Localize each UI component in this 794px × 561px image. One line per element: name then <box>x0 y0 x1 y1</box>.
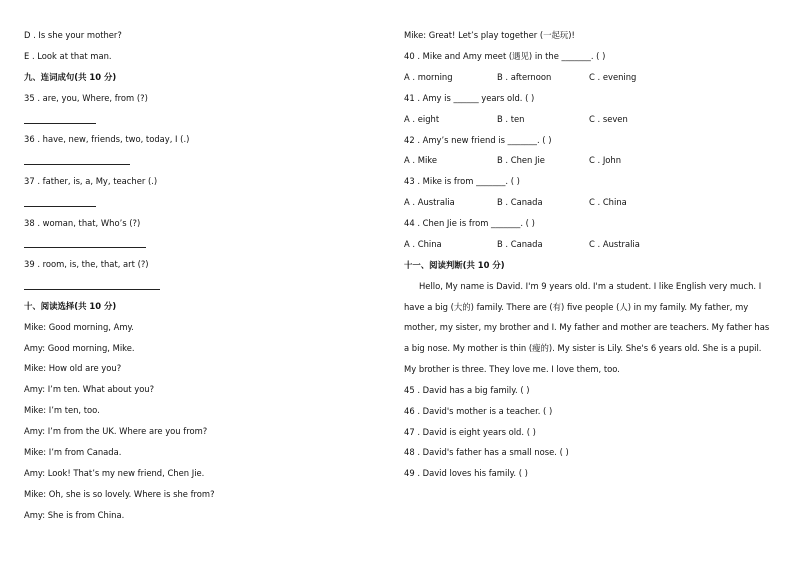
answer-line-39[interactable] <box>24 289 160 290</box>
option-c[interactable]: C . evening <box>589 72 637 82</box>
passage-line: have a big (大的) family. There are (有) five people (人) in my family. My father, my <box>404 302 749 312</box>
dialog-line: Amy: Good morning, Mike. <box>24 343 135 353</box>
question-39: 39 . room, is, the, that, art (?) <box>24 259 149 269</box>
judge-question-49: 49 . David loves his family. ( ) <box>404 468 528 478</box>
option-a[interactable]: A . eight <box>404 114 440 124</box>
dialog-line: Mike: Good morning, Amy. <box>24 322 134 332</box>
section-10-title: 十、阅读选择(共 10 分) <box>24 301 117 311</box>
answer-line-36[interactable] <box>24 164 130 165</box>
option-a[interactable]: A . morning <box>404 72 453 82</box>
question-36: 36 . have, new, friends, two, today, I (.) <box>24 134 190 144</box>
option-c[interactable]: C . China <box>589 197 627 207</box>
question-35: 35 . are, you, Where, from (?) <box>24 93 148 103</box>
passage-line: a big nose. My mother is thin (瘦的). My sister is Lily. She's 6 years old. She is a pupil. <box>404 343 762 353</box>
option-c[interactable]: C . seven <box>589 114 628 124</box>
option-a[interactable]: A . China <box>404 239 442 249</box>
dialog-line: Amy: I’m from the UK. Where are you from? <box>24 426 208 436</box>
option-c[interactable]: C . Australia <box>589 239 640 249</box>
option-a[interactable]: A . Australia <box>404 197 455 207</box>
passage-line: Hello, My name is David. I'm 9 years old. I'm a student. I like English very much. I <box>419 281 762 291</box>
option-b[interactable]: B . Canada <box>497 197 543 207</box>
dialog-line: Mike: Oh, she is so lovely. Where is she from? <box>24 489 215 499</box>
passage-line: My brother is three. They love me. I love them, too. <box>404 364 620 374</box>
dialog-line: Amy: She is from China. <box>24 510 125 520</box>
question-40: 40 . Mike and Amy meet (遇见) in the _______. ( ) <box>404 51 606 61</box>
judge-question-46: 46 . David's mother is a teacher. ( ) <box>404 406 553 416</box>
judge-question-47: 47 . David is eight years old. ( ) <box>404 427 536 437</box>
option-d: D . Is she your mother? <box>24 30 122 40</box>
option-a[interactable]: A . Mike <box>404 155 437 165</box>
option-c[interactable]: C . John <box>589 155 622 165</box>
question-43: 43 . Mike is from _______. ( ) <box>404 176 520 186</box>
question-42: 42 . Amy’s new friend is _______. ( ) <box>404 135 552 145</box>
dialog-line: Mike: How old are you? <box>24 363 122 373</box>
option-b[interactable]: B . afternoon <box>497 72 552 82</box>
question-37: 37 . father, is, a, My, teacher (.) <box>24 176 158 186</box>
answer-line-35[interactable] <box>24 123 96 124</box>
dialog-line: Amy: Look! That’s my new friend, Chen Jie. <box>24 468 205 478</box>
question-44: 44 . Chen Jie is from _______. ( ) <box>404 218 535 228</box>
option-b[interactable]: B . ten <box>497 114 525 124</box>
section-11-title: 十一、阅读判断(共 10 分) <box>404 260 505 270</box>
question-41: 41 . Amy is ______ years old. ( ) <box>404 93 535 103</box>
passage-line: mother, my sister, my brother and I. My father and mother are teachers. My father has <box>404 322 770 332</box>
option-b[interactable]: B . Canada <box>497 239 543 249</box>
dialog-line: Mike: I’m ten, too. <box>24 405 100 415</box>
option-b[interactable]: B . Chen Jie <box>497 155 545 165</box>
option-e: E . Look at that man. <box>24 51 112 61</box>
dialog-line: Mike: I’m from Canada. <box>24 447 122 457</box>
judge-question-48: 48 . David's father has a small nose. ( ) <box>404 447 569 457</box>
dialog-line-final: Mike: Great! Let’s play together (一起玩)! <box>404 30 575 40</box>
answer-line-37[interactable] <box>24 206 96 207</box>
dialog-line: Amy: I’m ten. What about you? <box>24 384 155 394</box>
question-38: 38 . woman, that, Who’s (?) <box>24 218 141 228</box>
judge-question-45: 45 . David has a big family. ( ) <box>404 385 530 395</box>
section-9-title: 九、连词成句(共 10 分) <box>24 72 117 82</box>
answer-line-38[interactable] <box>24 247 146 248</box>
